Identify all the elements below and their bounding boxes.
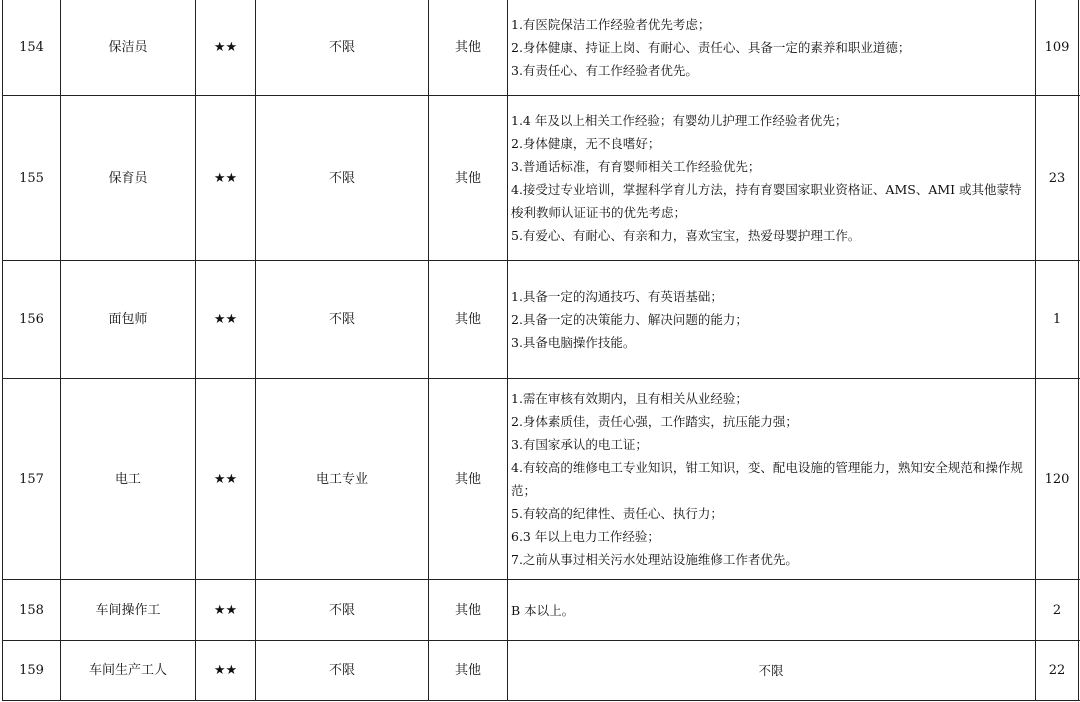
requirement-line: 6.3 年以上电力工作经验； (511, 529, 660, 544)
position-name: 车间生产工人 (61, 641, 196, 701)
education-level: 其他 (429, 580, 508, 641)
requirements-cell (508, 96, 1036, 261)
major-requirement: 不限 (256, 580, 429, 641)
requirement-line: 3.具备电脑操作技能。 (511, 335, 636, 350)
table-row (3, 580, 1080, 641)
education-level: 其他 (429, 0, 508, 96)
requirement-line: 3.有责任心、有工作经验者优先。 (511, 62, 698, 78)
hiring-count: 2 (1036, 580, 1079, 641)
position-name: 车间操作工 (61, 580, 196, 641)
hiring-count: 109 (1036, 0, 1079, 96)
row-number: 159 (3, 641, 61, 701)
requirement-line: 2.具备一定的决策能力、解决问题的能力； (511, 312, 748, 327)
requirement-line: 5.有较高的纪律性、责任心、执行力； (511, 506, 723, 521)
star-rating: ★★ (196, 96, 256, 261)
requirement-line: 4.接受过专业培训，掌握科学育儿方法，持有育婴国家职业资格证、AMS、AMI 或其他蒙特梭利教师认证证书的优先考虑； (511, 182, 1022, 220)
requirement-line: 1.具备一定的沟通技巧、有英语基础； (511, 289, 723, 304)
major-requirement: 不限 (256, 96, 429, 261)
requirements-cell (508, 0, 1036, 96)
hiring-count: 22 (1036, 641, 1079, 701)
row-number: 157 (3, 379, 61, 580)
star-rating: ★★ (196, 261, 256, 379)
education-level: 其他 (429, 96, 508, 261)
star-rating: ★★ (196, 641, 256, 701)
table-row (3, 379, 1080, 580)
requirement-line: 3.普通话标准，有育婴师相关工作经验优先； (511, 159, 761, 174)
requirement-line: 1.4 年及以上相关工作经验；有婴幼儿护理工作经验者优先； (511, 113, 848, 128)
row-number: 155 (3, 96, 61, 261)
hiring-count: 1 (1036, 261, 1079, 379)
table-row (3, 261, 1080, 379)
requirement-line: 5.有爱心、有耐心、有亲和力，喜欢宝宝，热爱母婴护理工作。 (511, 228, 861, 243)
position-name: 保洁员 (61, 0, 196, 96)
star-rating: ★★ (196, 0, 256, 96)
requirement-line: 2.身体素质佳，责任心强，工作踏实，抗压能力强； (511, 414, 798, 429)
requirement-line: 不限 (758, 663, 784, 678)
position-name: 电工 (61, 379, 196, 580)
row-number: 156 (3, 261, 61, 379)
requirements-cell (508, 261, 1036, 379)
hiring-count: 120 (1036, 379, 1079, 580)
requirement-line: 3.有国家承认的电工证； (511, 437, 648, 452)
star-rating: ★★ (196, 379, 256, 580)
star-rating: ★★ (196, 580, 256, 641)
position-name: 面包师 (61, 261, 196, 379)
requirements-cell (508, 641, 1036, 701)
major-requirement: 不限 (256, 0, 429, 96)
requirement-line: 2.身体健康、持证上岗、有耐心、责任心、具备一定的素养和职业道德； (511, 39, 911, 55)
position-name: 保育员 (61, 96, 196, 261)
requirement-line: 1.需在审核有效期内，且有相关从业经验； (511, 391, 748, 406)
table-row (3, 0, 1080, 96)
job-table (2, 0, 1080, 701)
row-number: 154 (3, 0, 61, 96)
requirements-cell (508, 379, 1036, 580)
major-requirement: 不限 (256, 261, 429, 379)
requirement-line: B 本以上。 (511, 602, 575, 618)
requirement-line: 7.之前从事过相关污水处理站设施维修工作者优先。 (511, 552, 798, 567)
major-requirement: 不限 (256, 641, 429, 701)
requirement-line: 4.有较高的维修电工专业知识，钳工知识，变、配电设施的管理能力，熟知安全规范和操作规范； (511, 460, 1023, 498)
major-requirement: 电工专业 (256, 379, 429, 580)
education-level: 其他 (429, 379, 508, 580)
table-row (3, 96, 1080, 261)
requirement-line: 2.身体健康，无不良嗜好； (511, 136, 661, 151)
hiring-count: 23 (1036, 96, 1079, 261)
education-level: 其他 (429, 641, 508, 701)
education-level: 其他 (429, 261, 508, 379)
requirements-cell (508, 580, 1036, 641)
row-number: 158 (3, 580, 61, 641)
table-row (3, 641, 1080, 701)
requirement-line: 1.有医院保洁工作经验者优先考虑； (511, 16, 711, 32)
